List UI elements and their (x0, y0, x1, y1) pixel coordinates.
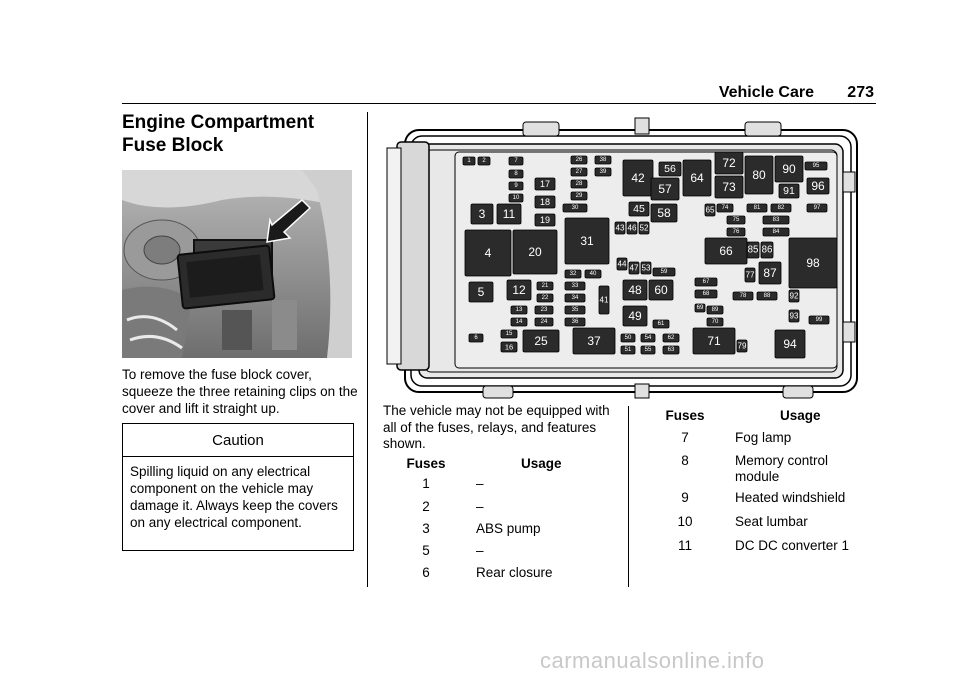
svg-text:89: 89 (711, 307, 719, 313)
svg-text:57: 57 (658, 182, 672, 196)
svg-text:48: 48 (628, 283, 642, 297)
svg-text:10: 10 (512, 195, 520, 201)
fuse-number: 1 (422, 476, 430, 491)
svg-text:8: 8 (514, 171, 518, 177)
fuse-usage: DC DC converter 1 (735, 538, 850, 553)
svg-text:96: 96 (811, 179, 825, 193)
fuse-position-16 (501, 342, 517, 352)
svg-text:18: 18 (539, 197, 551, 207)
svg-text:59: 59 (660, 269, 668, 275)
svg-text:75: 75 (732, 217, 740, 223)
fuse-position-52 (639, 222, 649, 234)
fuse-position-78 (733, 292, 753, 300)
svg-text:37: 37 (587, 334, 601, 348)
heading-line-1: Engine Compartment (122, 112, 315, 133)
caution-heading: Caution (123, 424, 353, 457)
fuse-position-33 (565, 282, 585, 290)
svg-text:64: 64 (690, 171, 704, 185)
svg-text:77: 77 (745, 270, 755, 280)
svg-text:45: 45 (633, 203, 645, 215)
usage-column-header: Usage (780, 408, 821, 423)
fuse-position-3 (471, 204, 493, 224)
svg-text:32: 32 (569, 271, 577, 277)
fuse-position-79 (737, 340, 747, 352)
svg-text:72: 72 (722, 156, 736, 170)
svg-text:49: 49 (628, 309, 642, 323)
fuse-position-49 (623, 306, 647, 326)
caution-text: Spilling liquid on any electrical component on the vehicle may damage it. Always keep the covers on any electrical component. (130, 464, 338, 530)
fuse-block-graphic (383, 112, 868, 400)
fuse-position-15 (501, 330, 517, 338)
fuse-number: 6 (422, 565, 430, 580)
svg-text:70: 70 (711, 319, 719, 325)
fuse-position-26 (571, 156, 587, 164)
svg-text:76: 76 (732, 229, 740, 235)
svg-text:34: 34 (571, 295, 579, 301)
fuse-position-32 (565, 270, 581, 278)
table-header (640, 408, 876, 428)
fuse-position-2 (478, 157, 490, 165)
svg-text:62: 62 (667, 335, 675, 341)
svg-text:85: 85 (747, 244, 759, 256)
column-divider (367, 112, 368, 587)
svg-text:3: 3 (478, 207, 486, 221)
svg-text:40: 40 (589, 271, 597, 277)
fuse-position-46 (627, 222, 637, 234)
fuse-position-97 (807, 204, 827, 212)
fuse-position-75 (727, 216, 745, 224)
fuse-position-99 (809, 316, 829, 324)
table-row (383, 521, 619, 543)
svg-text:43: 43 (615, 223, 625, 233)
svg-text:47: 47 (629, 263, 639, 273)
fuse-position-71 (693, 328, 735, 354)
fuse-usage-table-right (640, 408, 876, 560)
fuse-position-64 (683, 160, 711, 196)
fuse-position-40 (585, 270, 601, 278)
fuse-position-60 (649, 280, 673, 300)
svg-text:19: 19 (539, 215, 551, 225)
svg-text:29: 29 (575, 193, 583, 199)
svg-text:50: 50 (624, 335, 632, 341)
fuse-block-diagram (383, 112, 868, 400)
fuse-number: 10 (677, 514, 693, 529)
fuse-position-62 (663, 334, 679, 342)
fuse-position-22 (537, 294, 553, 302)
fuse-position-82 (771, 204, 791, 212)
svg-text:1: 1 (467, 158, 471, 164)
svg-text:93: 93 (789, 311, 799, 321)
fuse-position-55 (641, 346, 655, 354)
svg-text:13: 13 (515, 307, 523, 313)
fuse-position-84 (763, 228, 789, 236)
fuse-position-65 (705, 204, 715, 216)
fuse-usage: Memory control module (735, 453, 829, 484)
svg-text:60: 60 (654, 283, 668, 297)
fuse-position-81 (747, 204, 767, 212)
fuse-position-87 (759, 262, 781, 284)
svg-text:58: 58 (657, 206, 671, 220)
svg-text:6: 6 (474, 335, 478, 341)
fuse-usage: Fog lamp (735, 430, 792, 445)
svg-text:61: 61 (657, 321, 665, 327)
fuse-position-4 (465, 230, 511, 276)
svg-text:54: 54 (644, 335, 652, 341)
svg-text:46: 46 (627, 223, 637, 233)
running-head (122, 84, 876, 104)
fuse-number: 2 (422, 499, 430, 514)
fuse-position-67 (695, 278, 717, 286)
fuse-position-29 (571, 192, 587, 200)
table-row (383, 543, 619, 565)
svg-text:39: 39 (599, 169, 607, 175)
svg-text:4: 4 (484, 246, 492, 260)
svg-text:80: 80 (752, 168, 766, 182)
fuse-usage: ABS pump (476, 521, 541, 536)
fuse-position-72 (715, 152, 743, 174)
fuse-position-45 (629, 202, 649, 216)
fuse-position-30 (563, 204, 587, 212)
fuse-usage: – (476, 499, 484, 514)
fuse-position-17 (535, 178, 555, 190)
svg-text:78: 78 (739, 293, 747, 299)
fuse-position-39 (595, 168, 611, 176)
svg-text:55: 55 (644, 347, 652, 353)
svg-text:24: 24 (540, 319, 548, 325)
fuse-usage: Seat lumbar (735, 514, 808, 529)
fuse-position-90 (775, 156, 803, 182)
fuse-position-95 (805, 162, 827, 170)
fuse-number: 7 (681, 430, 689, 445)
page-number: 273 (847, 84, 874, 101)
svg-text:68: 68 (702, 291, 710, 297)
fuse-number: 9 (681, 490, 689, 505)
svg-text:97: 97 (813, 205, 821, 211)
svg-text:52: 52 (639, 223, 649, 233)
svg-text:73: 73 (722, 180, 736, 194)
svg-text:31: 31 (580, 234, 594, 248)
fuse-position-70 (707, 318, 723, 326)
svg-text:27: 27 (575, 169, 583, 175)
fuse-position-20 (513, 230, 557, 274)
svg-text:74: 74 (721, 205, 729, 211)
svg-text:99: 99 (815, 317, 823, 323)
caution-box (122, 423, 354, 551)
fuse-position-88 (757, 292, 777, 300)
fuse-number: 11 (677, 538, 692, 553)
fuse-position-12 (507, 280, 531, 300)
fuse-position-8 (509, 170, 523, 178)
fuse-position-36 (565, 318, 585, 326)
svg-text:79: 79 (737, 341, 747, 351)
svg-text:83: 83 (772, 217, 780, 223)
fuse-usage: – (476, 543, 484, 558)
fuse-position-96 (807, 178, 829, 194)
fuse-position-28 (571, 180, 587, 188)
svg-text:94: 94 (783, 337, 797, 351)
svg-text:36: 36 (571, 319, 579, 325)
table-header (383, 456, 619, 476)
svg-text:41: 41 (599, 295, 609, 305)
svg-text:17: 17 (539, 179, 551, 189)
fuse-position-66 (705, 238, 747, 264)
svg-text:38: 38 (599, 157, 607, 163)
svg-text:26: 26 (575, 157, 583, 163)
svg-text:23: 23 (540, 307, 548, 313)
section-heading (122, 111, 362, 157)
fuse-position-37 (573, 328, 615, 354)
fuse-position-19 (535, 214, 555, 226)
fuse-position-57 (651, 178, 679, 200)
table-row (383, 565, 619, 587)
fuse-position-31 (565, 218, 609, 264)
svg-text:56: 56 (664, 163, 676, 175)
svg-text:63: 63 (667, 347, 675, 353)
fuse-position-7 (509, 157, 523, 165)
svg-text:71: 71 (707, 334, 721, 348)
fuse-position-98 (789, 238, 837, 288)
fuses-column-header: Fuses (406, 456, 446, 471)
svg-text:25: 25 (534, 334, 548, 348)
fuse-position-44 (617, 258, 627, 270)
svg-text:20: 20 (528, 245, 542, 259)
fuses-column-header: Fuses (665, 408, 705, 423)
svg-text:84: 84 (772, 229, 780, 235)
svg-text:65: 65 (705, 205, 715, 215)
table-row (640, 490, 876, 514)
svg-text:44: 44 (617, 259, 627, 269)
fuse-position-86 (761, 242, 773, 258)
fuse-position-53 (641, 262, 651, 274)
svg-text:33: 33 (571, 283, 579, 289)
fuse-position-50 (621, 334, 635, 342)
svg-text:51: 51 (624, 347, 632, 353)
svg-text:22: 22 (541, 295, 549, 301)
fuse-position-51 (621, 346, 635, 354)
fuse-position-91 (779, 184, 799, 198)
fuse-position-18 (535, 196, 555, 208)
fuse-position-42 (623, 160, 653, 196)
fuse-usage: Rear closure (476, 565, 553, 580)
watermark: carmanualsonline.info (540, 648, 765, 673)
fuse-position-47 (629, 262, 639, 274)
svg-text:5: 5 (477, 285, 485, 299)
svg-text:9: 9 (514, 183, 518, 189)
svg-text:66: 66 (719, 244, 733, 258)
fuse-position-14 (511, 318, 527, 326)
svg-text:81: 81 (753, 205, 761, 211)
table-row (640, 430, 876, 453)
table-row (640, 453, 876, 490)
svg-text:30: 30 (571, 205, 579, 211)
svg-text:7: 7 (514, 158, 518, 164)
equipment-note: The vehicle may not be equipped with all of the fuses, relays, and features shown. (383, 403, 610, 451)
fuse-position-80 (745, 156, 773, 194)
fuse-position-85 (747, 242, 759, 258)
fuse-position-38 (595, 156, 611, 164)
svg-text:92: 92 (789, 291, 799, 301)
fuse-position-5 (469, 282, 493, 302)
fuse-position-48 (623, 280, 647, 300)
fuse-position-93 (789, 310, 799, 322)
svg-text:82: 82 (777, 205, 785, 211)
svg-text:98: 98 (806, 256, 820, 270)
fuse-usage-table-left (383, 456, 619, 587)
removal-instructions: To remove the fuse block cover, squeeze the three retaining clips on the cover and lift it straight up. (122, 367, 358, 416)
column-divider-2 (628, 406, 629, 587)
usage-column-header: Usage (521, 456, 562, 471)
svg-text:91: 91 (783, 185, 795, 197)
fuse-number: 3 (422, 521, 430, 536)
svg-text:86: 86 (761, 244, 773, 256)
fuse-position-83 (763, 216, 789, 224)
svg-text:90: 90 (782, 162, 796, 176)
svg-text:28: 28 (575, 181, 583, 187)
fuse-position-54 (641, 334, 655, 342)
fuse-position-1 (463, 157, 475, 165)
fuse-position-9 (509, 182, 523, 190)
fuse-position-11 (497, 204, 521, 224)
svg-text:95: 95 (812, 163, 820, 169)
fuse-position-13 (511, 306, 527, 314)
fuse-position-59 (653, 268, 675, 276)
table-row (383, 499, 619, 521)
table-row (383, 476, 619, 499)
fuse-position-34 (565, 294, 585, 302)
fuse-number: 5 (422, 543, 430, 558)
fuse-position-89 (707, 306, 723, 314)
svg-text:2: 2 (482, 158, 486, 164)
fuse-position-41 (599, 286, 609, 314)
engine-photo-graphic (122, 170, 352, 358)
svg-text:87: 87 (763, 266, 777, 280)
fuse-position-21 (537, 282, 553, 290)
fuse-position-69 (695, 304, 705, 312)
fuse-position-58 (651, 204, 677, 222)
engine-compartment-photo (122, 170, 352, 358)
fuse-usage: – (476, 476, 484, 491)
fuse-position-23 (535, 306, 553, 314)
header-rule (122, 103, 876, 104)
svg-text:69: 69 (696, 305, 704, 311)
fuse-position-6 (469, 334, 483, 342)
fuse-position-56 (659, 162, 681, 176)
fuse-position-94 (775, 330, 805, 358)
svg-text:53: 53 (641, 263, 651, 273)
section-title: Vehicle Care (718, 84, 814, 101)
svg-text:11: 11 (502, 207, 516, 221)
fuse-position-63 (663, 346, 679, 354)
svg-text:14: 14 (515, 319, 523, 325)
fuse-position-43 (615, 222, 625, 234)
svg-text:35: 35 (571, 307, 579, 313)
table-row (640, 514, 876, 538)
fuse-position-27 (571, 168, 587, 176)
svg-text:16: 16 (504, 342, 514, 352)
fuse-position-25 (523, 330, 559, 352)
svg-text:12: 12 (512, 283, 526, 297)
heading-line-2: Fuse Block (122, 135, 224, 156)
svg-text:42: 42 (631, 171, 645, 185)
fuse-position-68 (695, 290, 717, 298)
fuse-position-74 (717, 204, 733, 212)
fuse-position-92 (789, 290, 799, 302)
svg-text:15: 15 (505, 331, 513, 337)
fuse-position-10 (509, 194, 523, 202)
fuse-position-77 (745, 268, 755, 282)
fuse-number: 8 (681, 453, 689, 468)
fuse-position-61 (653, 320, 669, 328)
fuse-position-35 (565, 306, 585, 314)
fuse-position-24 (535, 318, 553, 326)
svg-text:88: 88 (763, 293, 771, 299)
svg-text:21: 21 (541, 283, 549, 289)
table-row (640, 538, 876, 560)
fuse-position-76 (727, 228, 745, 236)
fuse-usage: Heated windshield (735, 490, 846, 505)
fuse-position-73 (715, 176, 743, 198)
svg-text:67: 67 (702, 279, 710, 285)
